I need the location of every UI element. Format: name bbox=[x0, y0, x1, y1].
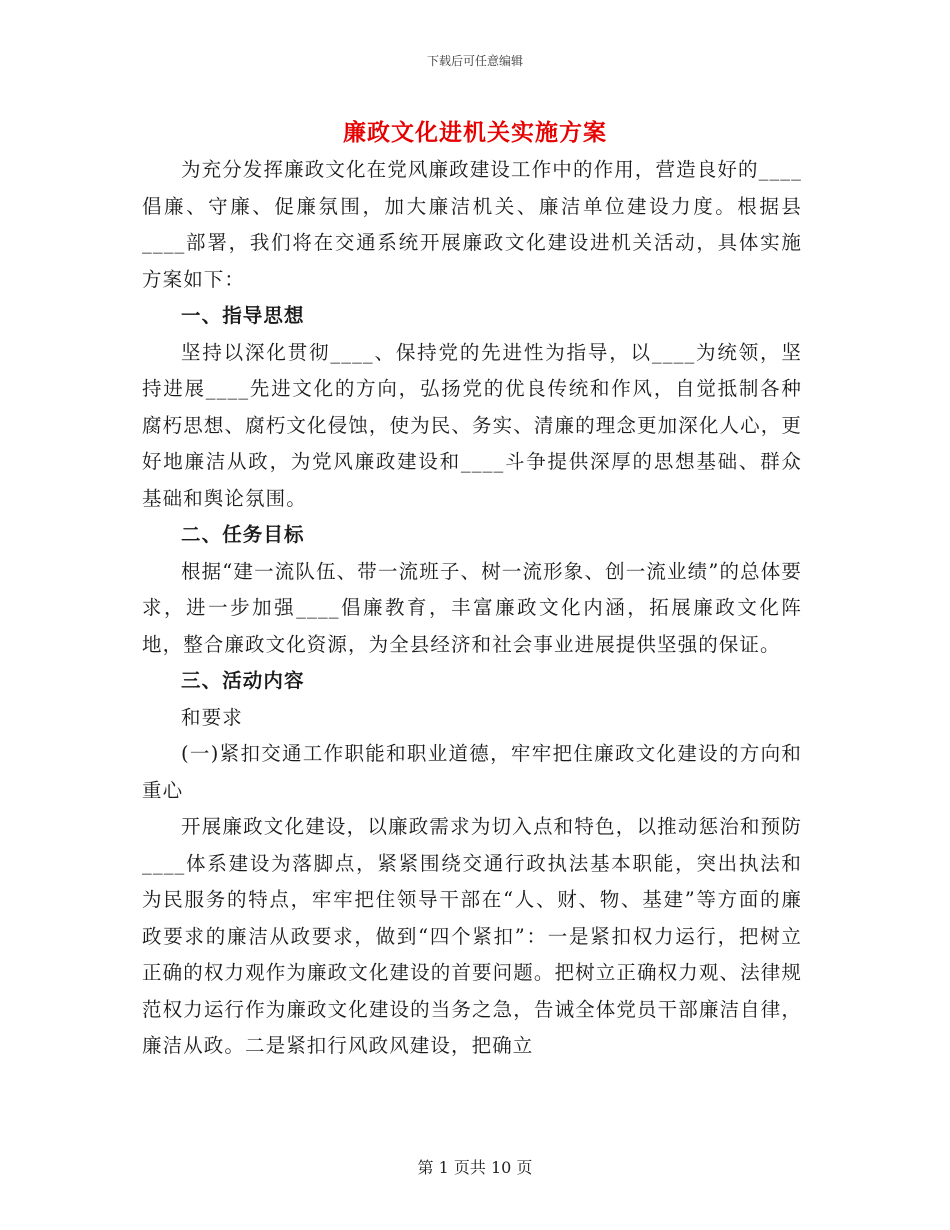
item-one-paragraph: 开展廉政文化建设，以廉政需求为切入点和特色，以推动惩治和预防____体系建设为落脚点，紧紧围绕交通行政执法基本职能，突出执法和为民服务的特点，牢牢把住领导干部在“人、财、物、基建”等方面的廉政要求的廉洁从政要求，做到“四个紧扣”：一是紧扣权力运行，把树立正确的权力观作为廉政文化建设的首要问题。把树立正确权力观、法律规范权力运行作为廉政文化建设的当务之急，告诫全体党员干部廉洁自律，廉洁从政。二是紧扣行风政风建设，把确立 bbox=[142, 815, 802, 1057]
document-title: 廉政文化进机关实施方案 bbox=[343, 119, 607, 146]
intro-paragraph: 为充分发挥廉政文化在党风廉政建设工作中的作用，营造良好的____倡廉、守廉、促廉氛围，加大廉洁机关、廉洁单位建设力度。根据县____部署，我们将在交通系统开展廉政文化建设进机关活动，具体实施方案如下： bbox=[142, 158, 802, 291]
task-goals-paragraph: 根据“建一流队伍、带一流班子、树一流形象、创一流业绩”的总体要求，进一步加强____倡廉教育，丰富廉政文化内涵，拓展廉政文化阵地，整合廉政文化资源，为全县经济和社会事业进展提供坚强的保证。 bbox=[142, 559, 802, 656]
page-number: 第 1 页共 10 页 bbox=[417, 1158, 533, 1177]
activity-content-subtitle: 和要求 bbox=[181, 705, 243, 729]
section-heading-guiding-ideology: 一、指导思想 bbox=[181, 304, 305, 327]
header-note: 下载后可任意编辑 bbox=[426, 54, 523, 68]
document-body bbox=[142, 152, 802, 1065]
guiding-ideology-paragraph: 坚持以深化贯彻____、保持党的先进性为指导，以____为统领，坚持进展____先进文化的方向，弘扬党的优良传统和作风，自觉抵制各种腐朽思想、腐朽文化侵蚀，使为民、务实、清廉的理念更加深化人心，更好地廉洁从政，为党风廉政建设和____斗争提供深厚的思想基础、群众基础和舆论氛围。 bbox=[142, 340, 802, 510]
section-heading-task-goals: 二、任务目标 bbox=[181, 523, 305, 546]
section-heading-activity-content: 三、活动内容 bbox=[181, 669, 305, 692]
item-one-heading: (一)紧扣交通工作职能和职业道德，牢牢把住廉政文化建设的方向和重心 bbox=[142, 742, 802, 802]
